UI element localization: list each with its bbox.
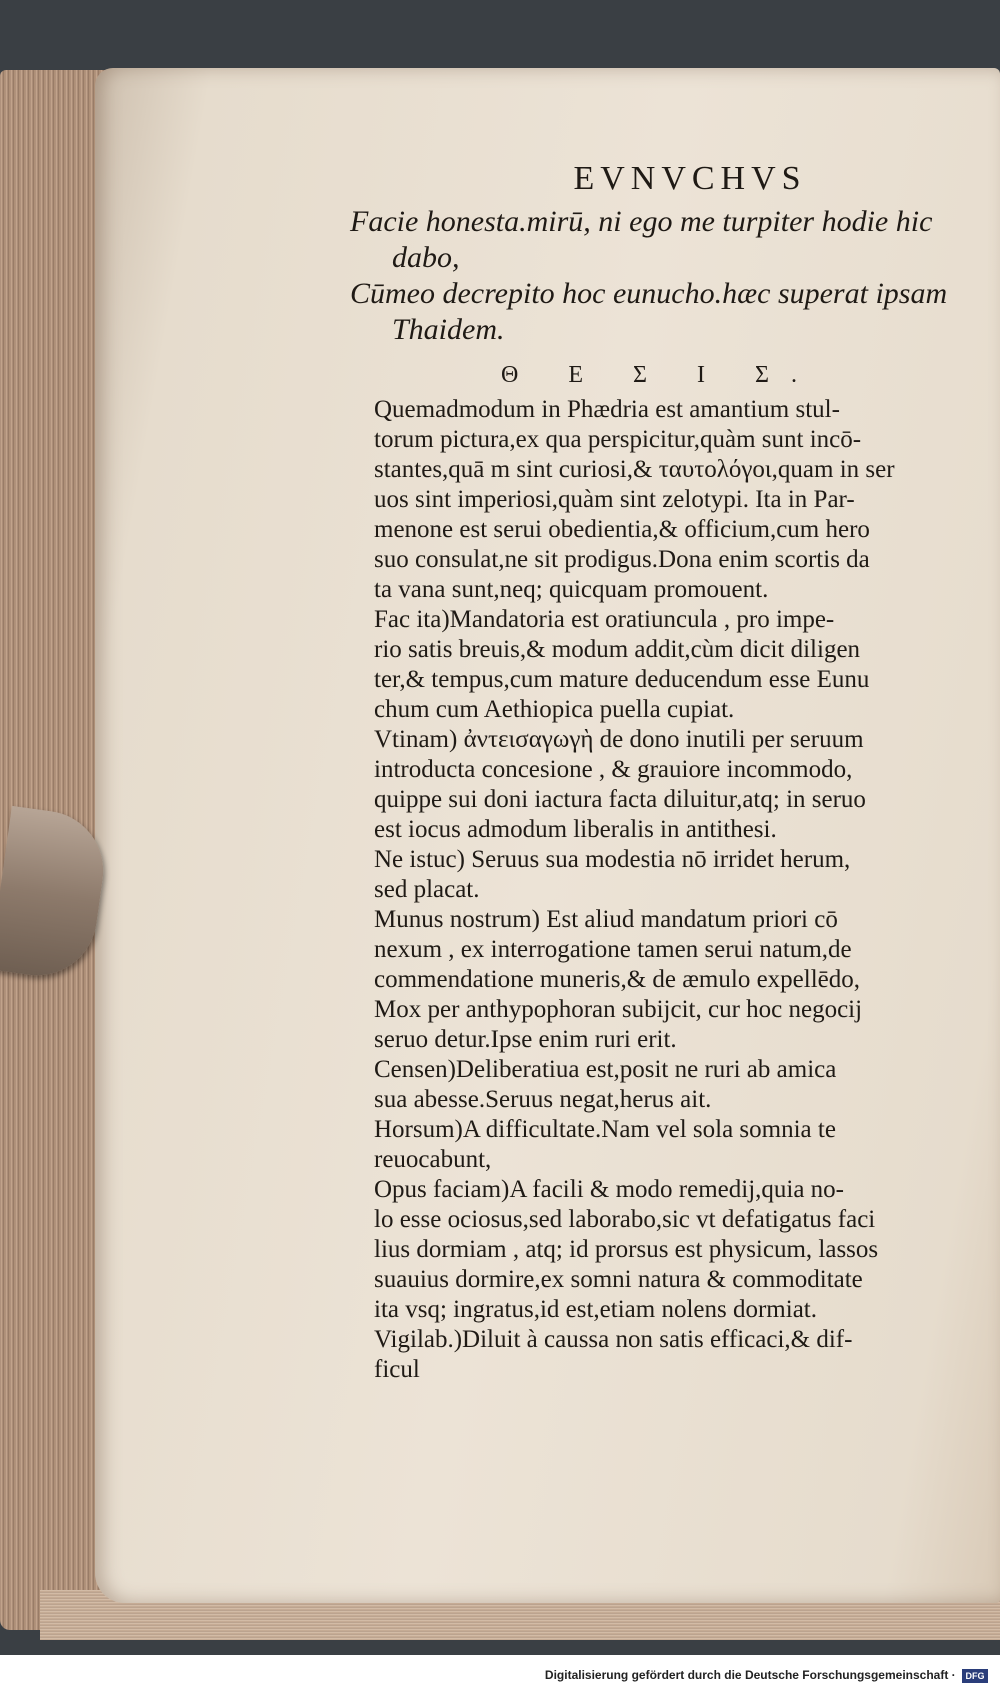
running-head: EVNVCHVS bbox=[573, 160, 807, 197]
text-line: sed placat. bbox=[374, 876, 480, 903]
text-line: seruo detur.Ipse enim ruri erit. bbox=[374, 1026, 677, 1053]
text-line: commendatione muneris,& de æmulo expellēdo, bbox=[374, 966, 860, 993]
text-line: rio satis breuis,& modum addit,cùm dicit diligen bbox=[374, 636, 861, 663]
funding-text: Digitalisierung gefördert durch die Deutsche Forschungsgemeinschaft · bbox=[544, 1668, 956, 1682]
verse-line: dabo, bbox=[392, 241, 460, 274]
text-line: ter,& tempus,cum mature deducendum esse Eunu bbox=[374, 666, 870, 693]
commentary-paragraph bbox=[350, 1055, 970, 1115]
commentary-paragraph bbox=[350, 605, 970, 725]
text-line: reuocabunt, bbox=[374, 1146, 492, 1173]
text-line: suauius dormire,ex somni natura & commoditate bbox=[374, 1266, 863, 1293]
verse-line: Cūmeo decrepito hoc eunucho.hæc superat ipsam bbox=[350, 277, 948, 310]
commentary-body bbox=[350, 395, 970, 1385]
section-heading: Θ Ε Σ Ι Σ. bbox=[501, 362, 819, 388]
text-line: Vtinam) ἀντεισαγωγὴ de dono inutili per seruum bbox=[374, 726, 864, 753]
text-line: introducta concesione , & grauiore incommodo, bbox=[374, 756, 853, 783]
commentary-paragraph bbox=[350, 725, 970, 845]
funding-credit bbox=[545, 1668, 988, 1683]
commentary-paragraph bbox=[350, 1325, 970, 1385]
text-line: sua abesse.Seruus negat,herus ait. bbox=[374, 1086, 712, 1113]
verse-line: Facie honesta.mirū, ni ego me turpiter hodie hic bbox=[350, 205, 933, 238]
verse-block bbox=[350, 204, 970, 348]
commentary-paragraph bbox=[350, 1175, 970, 1325]
commentary-paragraph bbox=[350, 845, 970, 905]
text-line: est iocus admodum liberalis in antithesi. bbox=[374, 816, 777, 843]
text-line: ita vsq; ingratus,id est,etiam nolens dormiat. bbox=[374, 1296, 817, 1323]
text-line: quippe sui doni iactura facta diluitur,atq; in seruo bbox=[374, 786, 866, 813]
text-line: Ne istuc) Seruus sua modestia nō irridet herum, bbox=[374, 846, 851, 873]
commentary-paragraph bbox=[350, 905, 970, 1055]
text-line: Vigilab.)Diluit à caussa non satis efficaci,& dif- bbox=[374, 1326, 853, 1353]
text-line: lo esse ociosus,sed laborabo,sic vt defatigatus faci bbox=[374, 1206, 876, 1233]
text-line: Fac ita)Mandatoria est oratiuncula , pro impe- bbox=[374, 606, 835, 633]
text-line: Mox per anthypophoran subijcit, cur hoc negocij bbox=[374, 996, 863, 1023]
text-line: suo consulat,ne sit prodigus.Dona enim scortis da bbox=[374, 546, 870, 573]
dfg-logo-icon: DFG bbox=[962, 1669, 988, 1683]
text-line: Munus nostrum) Est aliud mandatum priori cō bbox=[374, 906, 838, 933]
commentary-paragraph bbox=[350, 1115, 970, 1175]
text-line: uos sint imperiosi,quàm sint zelotypi. Ita in Par- bbox=[374, 486, 855, 513]
page-text bbox=[350, 160, 970, 1385]
text-line: ficul bbox=[374, 1356, 420, 1383]
text-line: chum cum Aethiopica puella cupiat. bbox=[374, 696, 735, 723]
text-line: Censen)Deliberatiua est,posit ne ruri ab amica bbox=[374, 1056, 837, 1083]
text-line: stantes,quā m sint curiosi,& ταυτολόγοι,quam in ser bbox=[374, 456, 895, 483]
text-line: Horsum)A difficultate.Nam vel sola somnia te bbox=[374, 1116, 836, 1143]
verse-line: Thaidem. bbox=[392, 313, 505, 346]
text-line: menone est serui obedientia,& officium,cum hero bbox=[374, 516, 870, 543]
commentary-paragraph bbox=[350, 395, 970, 605]
text-line: lius dormiam , atq; id prorsus est physicum, lassos bbox=[374, 1236, 879, 1263]
text-line: Opus faciam)A facili & modo remedij,quia no- bbox=[374, 1176, 845, 1203]
text-line: Quemadmodum in Phædria est amantium stul- bbox=[374, 396, 840, 423]
text-line: ta vana sunt,neq; quicquam promouent. bbox=[374, 576, 769, 603]
text-line: nexum , ex interrogatione tamen serui natum,de bbox=[374, 936, 852, 963]
text-line: torum pictura,ex qua perspicitur,quàm sunt incō- bbox=[374, 426, 862, 453]
